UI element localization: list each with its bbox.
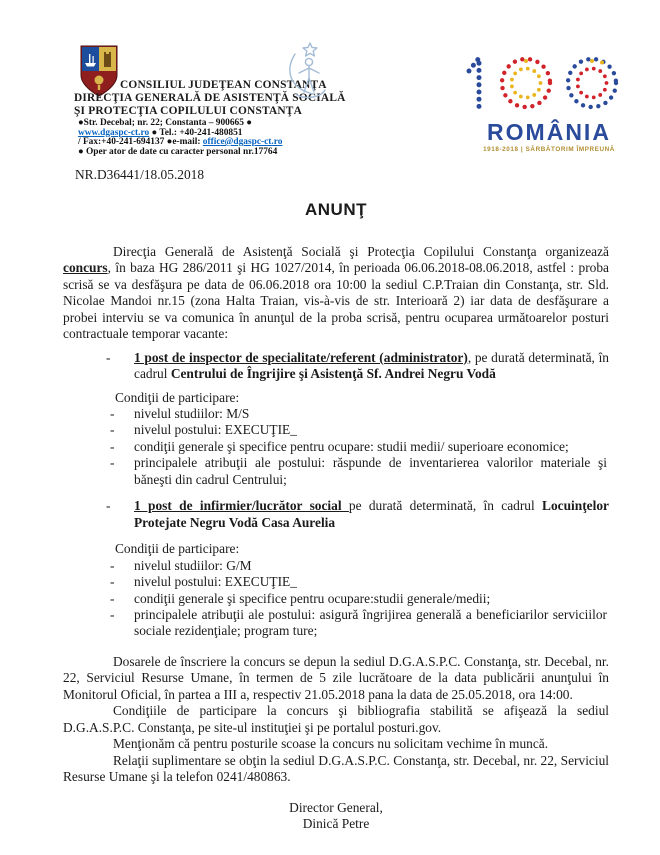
data-operator-line: ● Oper ator de date cu caracter personal nr.17764	[78, 146, 278, 157]
intro-text: Direcţia Generală de Asistenţă Socială şi Protecţia Copilului Constanţa organizează	[113, 243, 609, 259]
bullet-dash: -	[110, 574, 115, 590]
centenary-subtitle: 1918-2018 | SĂRBĂTORIM ÎMPREUNĂ	[483, 146, 615, 153]
intro-text: , în baza HG 286/2011 şi HG 1027/2014, în perioada 06.06.2018-08.06.2018, astfel : proba scrisă se va desfăşura pe data de 06.06.2018 ora 10:00 la sediul C.P.Traian din Constanţa, str. Sld. Nicolae Mandoi nr.15 (zona Halta Traian, vis-à-vis de str. Interioară 2) iar data de desfăşurare a probei interviu se va comunica în anunţul de la proba scrisă, pentru ocuparea următoarelor posturi contractuale temporar vacante:	[63, 260, 609, 342]
web-tel-line	[78, 128, 242, 138]
post-item-1	[63, 350, 609, 383]
post-text	[134, 498, 609, 531]
condition-item	[63, 455, 609, 488]
bullet-dash: -	[106, 349, 111, 365]
post-text	[134, 350, 609, 383]
condition-item	[63, 406, 609, 422]
condition-text: condiţii generale şi specifice pentru ocupare: studii medii/ superioare economice;	[134, 438, 569, 454]
conditions-heading: Condiţii de participare:	[115, 389, 240, 405]
condition-item	[63, 607, 609, 640]
child-protection-logo-icon	[283, 40, 333, 102]
romania-centenary-logo	[455, 52, 643, 153]
post-detail: pe durată determinată, în cadrul	[348, 498, 543, 514]
condition-item	[63, 558, 609, 574]
condition-text: principalele atribuţii ale postului: asigură îngrijirea generală a beneficiarilor serviciilor sociale rezidenţiale; program ture;	[134, 606, 607, 639]
intro-paragraph	[63, 244, 609, 343]
bullet-dash: -	[106, 498, 111, 514]
signature-name: Dinică Petre	[302, 815, 370, 831]
closing-paragraph: Menţionăm că pentru posturile scoase la concurs nu solicitam vechime în muncă.	[113, 736, 549, 752]
bullet-dash: -	[110, 422, 115, 438]
post-location: Centrului de Îngrijire şi Asistenţă Sf. Andrei Negru Vodă	[170, 366, 496, 382]
org-name-line: DIRECŢIA GENERALĂ DE ASISTENŢĂ SOCIALĂ	[74, 92, 346, 104]
address-line: ●Str. Decebal; nr. 22; Constanta – 900665 ●	[78, 118, 252, 128]
contest-keyword: concurs	[63, 260, 108, 276]
condition-text: nivelul postului: EXECUŢIE_	[134, 574, 297, 590]
signature-block	[236, 800, 436, 833]
county-coat-of-arms-icon	[80, 45, 118, 97]
post-detail: , pe durată determinată, în cadrul	[134, 349, 609, 382]
signature-role: Director General,	[289, 799, 383, 815]
org-name-line: CONSILIUL JUDEŢEAN CONSTANŢA	[120, 79, 327, 91]
post-title: 1 post de inspector de specialitate/referent (administrator)	[134, 349, 468, 365]
org-name-line: ŞI PROTECŢIA COPILULUI CONSTANŢA	[74, 105, 303, 117]
condition-item	[63, 439, 609, 455]
website-link[interactable]: www.dgaspc-ct.ro	[78, 127, 150, 138]
document-body	[63, 167, 609, 832]
bullet-dash: -	[110, 590, 115, 606]
post-item-2	[63, 498, 609, 531]
page-title: ANUNŢ	[305, 200, 367, 220]
bullet-dash: -	[110, 455, 115, 471]
bullet-dash: -	[110, 606, 115, 622]
condition-item	[63, 591, 609, 607]
reference-number: NR.D36441/18.05.2018	[75, 167, 205, 182]
bullet-dash: -	[110, 438, 115, 454]
bullet-dash: -	[110, 557, 115, 573]
tel-text: ● Tel.: +40-241-480851	[149, 127, 243, 138]
post-location: Locuinţelor Protejate Negru Vodă Casa Aurelia	[134, 498, 609, 530]
fax-email-line	[78, 137, 282, 147]
condition-text: nivelul studiilor: G/M	[134, 557, 252, 573]
condition-item	[63, 422, 609, 438]
post-title: 1 post de infirmier/lucrător social	[134, 498, 349, 514]
fax-text: / Fax:+40-241-694137 ●e-mail:	[78, 137, 203, 147]
condition-text: nivelul studiilor: M/S	[134, 405, 250, 421]
centenary-country-label: ROMÂNIA	[487, 119, 611, 145]
closing-paragraph: Condiţiile de participare la concurs şi bibliografia stabilită se afişează la sediul D.G.A.S.P.C. Constanţa, pe site-ul instituţiei şi pe portalul posturi.gov.	[63, 703, 609, 735]
condition-text: nivelul postului: EXECUŢIE_	[134, 422, 297, 438]
centenary-100-icon	[456, 52, 642, 114]
bullet-dash: -	[110, 405, 115, 421]
condition-text: condiţii generale şi specifice pentru ocupare:studii generale/medii;	[134, 590, 491, 606]
condition-item	[63, 574, 609, 590]
conditions-heading: Condiţii de participare:	[115, 541, 240, 557]
condition-text: principalele atribuţii ale postului: răspunde de inventarierea valorilor materiale şi băneşti din cadrul Centrului;	[134, 455, 607, 487]
closing-paragraph: Dosarele de înscriere la concurs se depun la sediul D.G.A.S.P.C. Constanţa, str. Decebal, nr. 22, Serviciul Resurse Umane, în termen de 5 zile lucrătoare de la data publicării anunţului în Monitorul Oficial, în partea a III a, respectiv 21.05.2018 pana la data de 25.05.2018, ora 14:00.	[63, 653, 609, 702]
email-link[interactable]: office@dgaspc-ct.ro	[202, 137, 283, 147]
closing-paragraph: Relaţii suplimentare se obţin la sediul D.G.A.S.P.C. Constanţa, str. Decebal, nr. 22, Serviciul Resurse Umane şi la telefon 0241/480863.	[63, 752, 609, 785]
